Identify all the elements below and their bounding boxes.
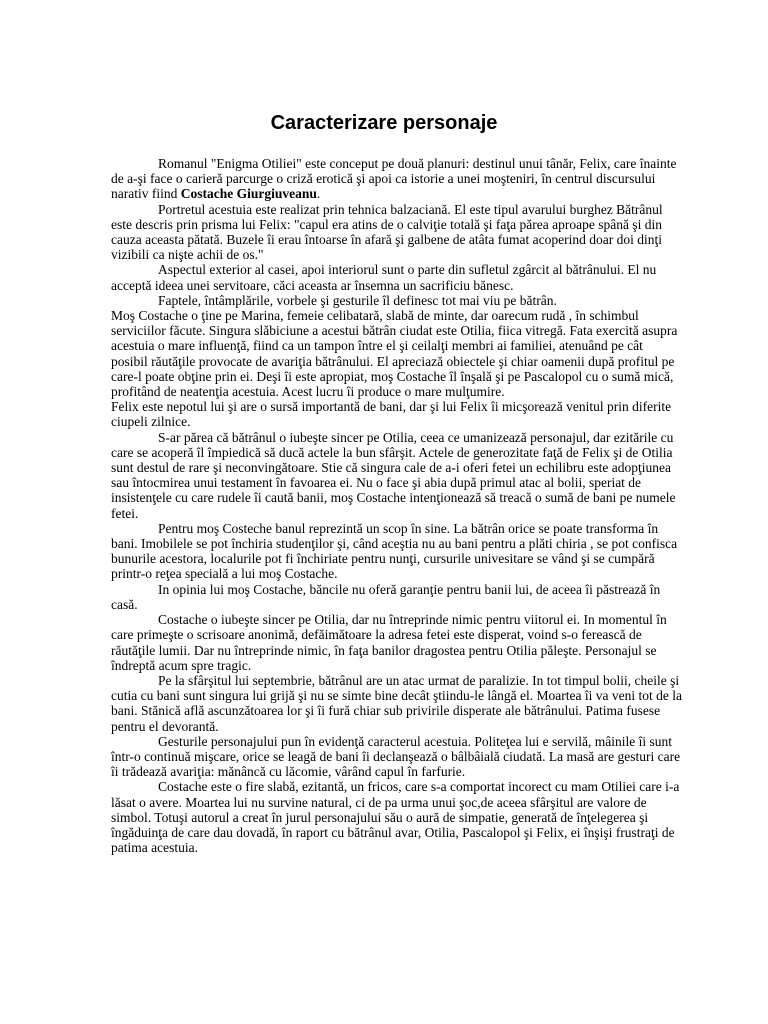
paragraph-8: Pentru moş Costeche banul reprezintă un scop în sine. La bătrân orice se poate transforma în bani. Imobilele se pot închiria studenţilor şi, când aceştia nu au bani pentru a plăti chiria , se pot confisca bunurile acestora, localurile pot fi închiriate pentru nunţi, cursurile univesitare se vând şi se cumpără printr-o reţea specială a lui moş Costache. — [111, 520, 678, 582]
paragraph-11: Pe la sfârşitul lui septembrie, bătrânul are un atac urmat de paralizie. In tot timpul bolii, cheile şi cutia cu bani sunt singura lui grijă şi nu se simte bine decât ştiindu-le lângă el. Moartea îi va veni tot de la bani. Stănică află ascunzătoarea lor şi îi fură chiar sub privirile disperate ale bătrânului. Patima fusese pentru el devorantă. — [111, 672, 682, 734]
paragraph-13: Costache este o fire slabă, ezitantă, un fricos, care s-a comportat incorect cu mam Otiliei care i-a lăsat o avere. Moartea lui nu survine natural, ci de pa urma unui şoc,de aceea sfârşitul are valore de simbol. Totuşi autorul a creat în jurul personajului său o aură de simpatie, generată de înţelegerea şi îngăduinţa de care dau dovadă, în raport cu bătrânul avar, Otilia, Pascalopol şi Felix, ei înşişi frustraţi de patima acestuia. — [111, 779, 680, 856]
paragraph-1-text: Romanul "Enigma Otiliei" este conceput pe două planuri: destinul unui tânăr, Felix, care înainte de a-şi face o carieră parcurge o criză erotică şi apoi ca istorie a unei moşteniri, în centrul discursului narativ fiind — [111, 156, 677, 202]
character-name: Costache Giurgiuveanu — [180, 186, 317, 202]
paragraph-9: In opinia lui moş Costache, băncile nu oferă garanţie pentru banii lui, de aceea îi păstrează în casă. — [111, 581, 661, 612]
paragraph-5: Moş Costache o ţine pe Marina, femeie celibatară, slabă de minte, dar oarecum rudă , în schimbul serviciilor făcute. Singura slăbiciune a acestui bătrân ciudat este Otilia, fiica vitregă. Fata exercită asupra acestuia o mare influenţă, fiind ca un tampon între el şi ceilalţi membri ai familiei, atenuând pe cât posibil răutăţile provocate de avariţia bătrânului. El apreciază obiectele şi chiar oamenii după profitul pe care-l poate obţine prin ei. Deşi îi este apropiat, moş Costache îl înşală şi pe Pascalopol cu o sumă mică, profitând de neatenţia acestuia. Acest lucru îi produce o mare mulţumire. — [111, 308, 678, 400]
paragraph-2: Portretul acestuia este realizat prin tehnica balzaciană. El este tipul avarului burghez Bătrânul este descris prin prisma lui Felix: "capul era atins de o calviţie totală şi faţa părea aproape spână şi din cauza aceasta pătată. Buzele îi erau întoarse în afară şi galbene de atâta fumat acoperind doar doi dinţi vizibili ca nişte achii de os." — [111, 201, 663, 263]
paragraph-4: Faptele, întâmplările, vorbele şi gesturile îl definesc tot mai viu pe bătrân. — [158, 292, 557, 308]
paragraph-6: Felix este nepotul lui şi are o sursă importantă de bani, dar şi lui Felix îi micşorează venitul prin diferite ciupeli zilnice. — [111, 399, 672, 430]
document-title: Caracterizare personaje — [270, 112, 498, 134]
paragraph-3: Aspectul exterior al casei, apoi interiorul sunt o parte din sufletul zgârcit al bătrânului. El nu acceptă ideea unei servitoare, căci aceasta ar însemna un sacrificiu bănesc. — [111, 262, 657, 293]
paragraph-12: Gesturile personajului pun în evidenţă caracterul acestuia. Politeţea lui e servilă, mâinile îi sunt într-o continuă mişcare, orice se leagă de bani îi declanşează o bâlbâială ciudată. La masă are gesturi care îi trădează avariţia: mănâncă cu lăcomie, vârând capul în farfurie. — [111, 733, 681, 780]
document-body — [111, 156, 683, 855]
paragraph-7: S-ar părea că bătrânul o iubeşte sincer pe Otilia, ceea ce umanizează personajul, dar ezitările cu care se acoperă îl împiedică să ducă actele la bun sfârşit. Actele de generozitate faţă de Felix şi de Otilia sunt destul de rare şi neconvingătoare. Stie că singura cale de a-i oferi fetei un echilibru este adopţiunea sau întocmirea unui testament în favoarea ei. Nu o face şi abia după primul atac al bolii, speriat de insistenţele cu care rudele îi caută banii, moş Costache intenţionează să treacă o sumă de bani pe numele fetei. — [111, 429, 676, 521]
paragraph-10: Costache o iubeşte sincer pe Otilia, dar nu întreprinde nimic pentru viitorul ei. In momentul în care primeşte o scrisoare anonimă, defăimătoare la adresa fetei este disperat, voind s-o ferească de răutăţile lumii. Dar nu întreprinde nimic, în faţa banilor dragostea pentru Otilia păleşte. Personajul se îndreptă acum spre tragic. — [111, 612, 667, 673]
paragraph-1 — [111, 156, 683, 202]
paragraph-1-end: . — [316, 186, 321, 202]
